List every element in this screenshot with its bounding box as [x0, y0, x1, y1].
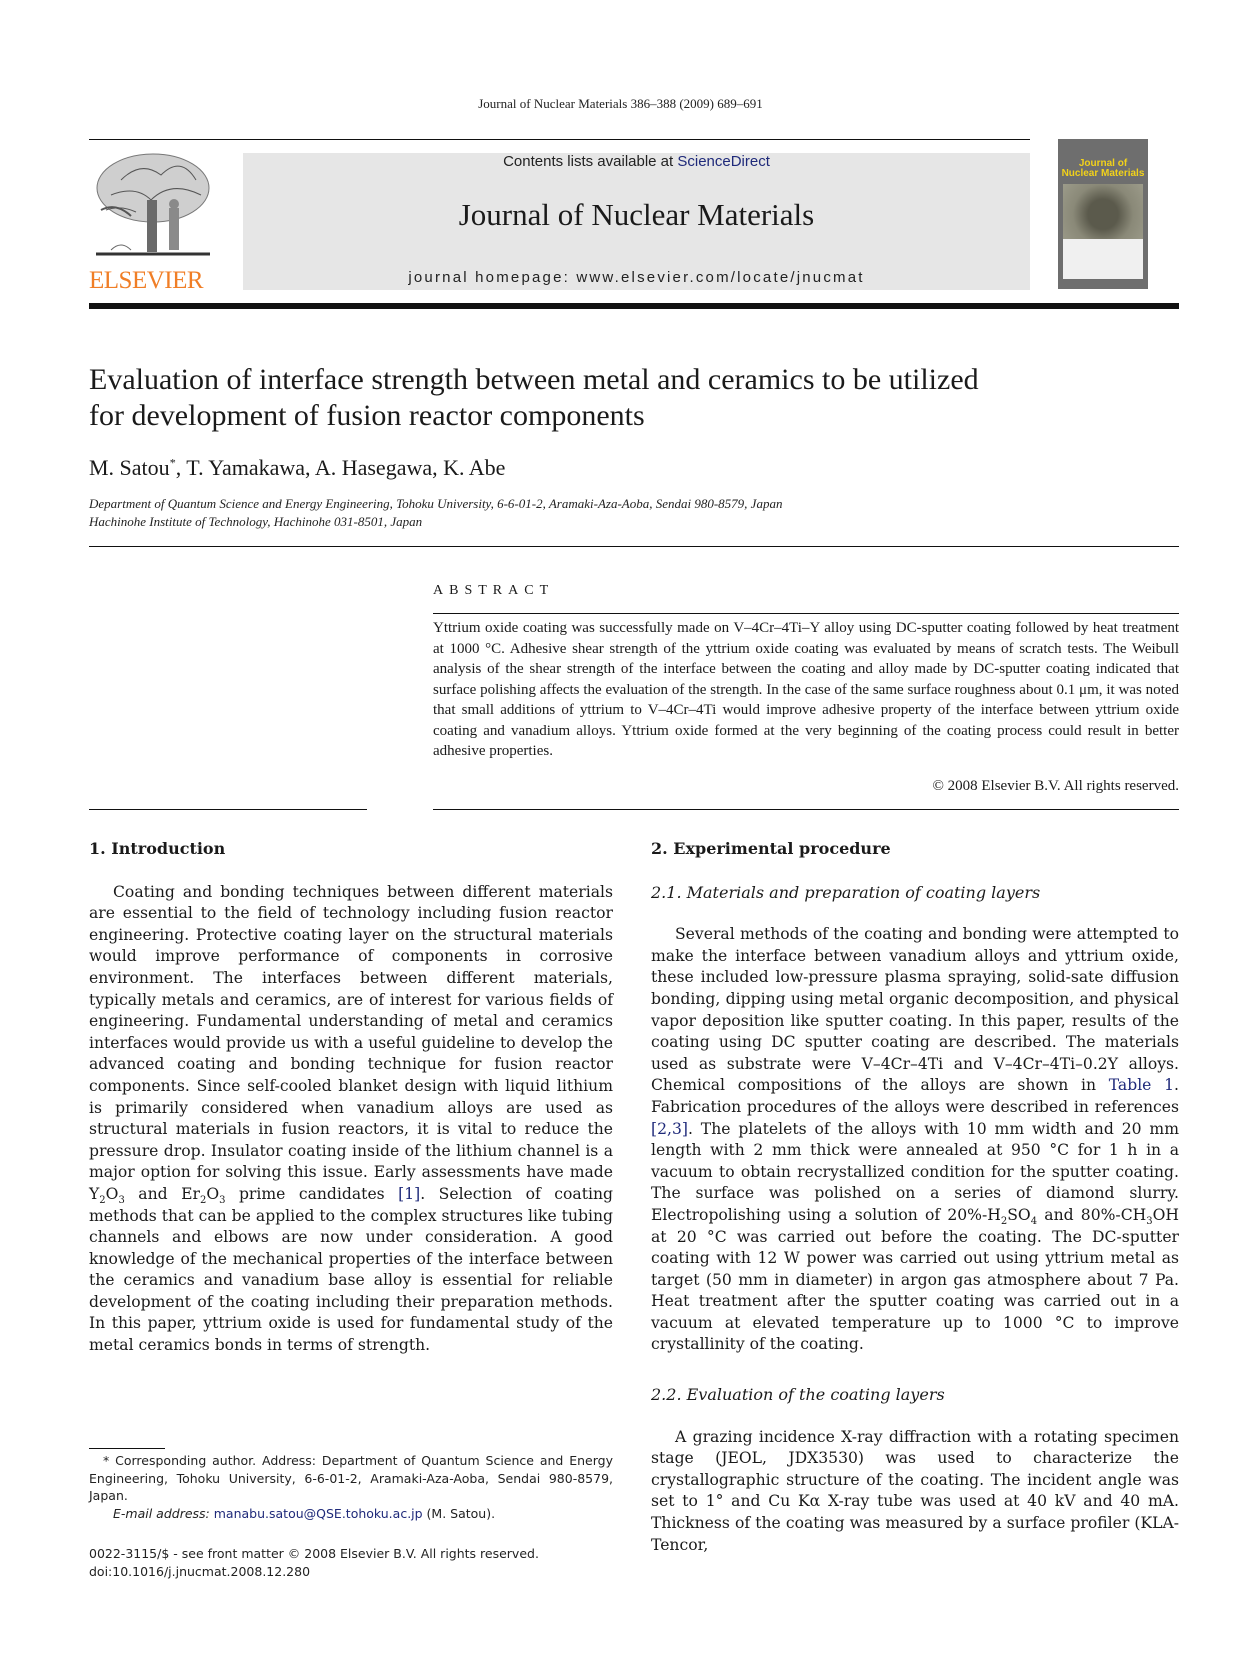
journal-banner — [243, 153, 1030, 290]
abstract-bottom-rule — [433, 809, 1179, 810]
elsevier-wordmark: ELSEVIER — [89, 267, 204, 294]
abstract-top-rule — [433, 613, 1179, 614]
cover-title — [1058, 159, 1148, 179]
masthead-thick-rule — [89, 303, 1179, 309]
journal-cover-thumbnail[interactable] — [1058, 139, 1148, 289]
author-name[interactable]: M. Satou — [89, 455, 170, 480]
affiliations — [89, 495, 782, 531]
spacer — [651, 1356, 1179, 1384]
affiliation: Hachinohe Institute of Technology, Hachinohe 031-8501, Japan — [89, 514, 423, 529]
evaluation-paragraph: A grazing incidence X-ray diffraction with a rotating specimen stage (JEOL, JDX3530) was used to characterize the crystallographic structure of the coating. The incident angle was set to 1° and Cu Kα X-ray tube was used at 40 kV and 40 mA. Thickness of the coating was measured by a surface profiler (KLA-Tencor, — [651, 1427, 1179, 1554]
footnote-mark: * — [103, 1453, 110, 1468]
citation-link[interactable]: [2,3] — [651, 1119, 688, 1138]
cover-title-line2: Nuclear Materials — [1061, 168, 1145, 179]
left-column-rule — [89, 809, 367, 810]
email-suffix: (M. Satou). — [422, 1505, 496, 1521]
corresponding-author-footnote — [89, 1452, 613, 1522]
section-heading-experimental: 2. Experimental procedure — [651, 839, 891, 858]
elsevier-logo[interactable] — [89, 150, 219, 294]
author-name[interactable]: T. Yamakawa — [186, 455, 306, 480]
abstract-heading: ABSTRACT — [433, 583, 555, 598]
cover-title-line1: Journal of — [1078, 158, 1128, 169]
sciencedirect-link[interactable]: ScienceDirect — [677, 153, 770, 170]
introduction-paragraph: Coating and bonding techniques between different materials are essential to the field of technology including fusion reactor engineering. Protective coating layer on the structural materials would improve performance of components in corrosive environment. The interfaces between different materials, typically metals and ceramics, are of interest for various fields of engineering. Fundamental understanding of metal and ceramics interfaces would provide us with a useful guideline to develop the advanced coating and bonding technique for fusion reactor components. Since self-cooled blanket design with liquid lithium is primarily considered when vanadium alloys are used as structural materials in fusion reactors, it is vital to reduce the pressure drop. Insulator coating inside of the lithium channel is a major option for solving this issue. Early assessments have made $Y_2O_3$ and $Er_2O_3$ prime candidates [1]. Selection of coating methods that can be applied to the complex structures like tubing channels and elbows are now under consideration. A good knowledge of the mechanical properties of the interface between the ceramics and vanadium base alloy is essential for reliable development of the coating including their preparation methods. In this paper, yttrium oxide is used for fundamental study of the metal ceramics bonds in terms of strength. — [89, 882, 613, 1355]
header-rule — [89, 139, 1030, 140]
abstract-text: Yttrium oxide coating was successfully made on V–4Cr–4Ti–Y alloy using DC-sputter coating followed by heat treatment at 1000 °C. Adhesive shear strength of the yttrium oxide coating was evaluated by means of scratch tests. The Weibull analysis of the shear strength of the interface between the coating and alloy made by DC-sputter coating indicated that surface polishing affects the evaluation of the strength. In the case of the same surface roughness about 0.1 μm, it was noted that small additions of yttrium to V–4Cr–4Ti would improve adhesive property of the interface between yttrium oxide coating and vanadium alloys. Yttrium oxide formed at the very beginning of the coating process could result in better adhesive properties. — [433, 620, 1179, 759]
author-name[interactable]: A. Hasegawa — [314, 455, 433, 480]
table-1-link[interactable]: Table 1 — [1108, 1076, 1175, 1095]
left-column — [89, 838, 613, 1357]
materials-paragraph: Several methods of the coating and bonding were attempted to make the interface between vanadium alloys and yttrium oxide, these included low-pressure plasma spraying, solid-sate diffusion bonding, dipping using metal organic decomposition, and physical vapor deposition like sputter coating. In this paper, results of the coating using DC sputter coating are described. The materials used as substrate were V–4Cr–4Ti and V–4Cr–4Ti–0.2Y alloys. Chemical compositions of the alloys are shown in Table 1. Fabrication procedures of the alloys were described in references [2,3]. The platelets of the alloys with 10 mm width and 20 mm length with 2 mm thick were annealed at 950 °C for 1 h in a vacuum to obtain recrystallized condition for the sputter coating. The surface was polished on a series of diamond slurry. Electropolishing using a solution of $20\%-H_2SO_4$ and $80\%-CH_3OH$ at 20 °C was carried out before the coating. The DC-sputter coating with 12 W power was carried out using yttrium metal as target (50 mm in diameter) in argon gas atmosphere about 7 Pa. Heat treatment after the sputter coating was carried out in a vacuum at elevated temperature up to 1000 °C to improve crystallinity of the coating. — [651, 925, 1180, 1354]
footnote-text: Corresponding author. Address: Department of Quantum Science and Energy Engineering, Tohoku University, 6-6-01-2, Aramaki-Aza-Aoba, Sendai 980-8579, Japan. — [89, 1453, 613, 1503]
article-title — [89, 362, 1139, 434]
running-head: Journal of Nuclear Materials 386–388 (2009) 689–691 — [478, 96, 763, 111]
subsection-heading-materials: 2.1. Materials and preparation of coating layers — [651, 882, 1041, 902]
front-matter — [89, 1545, 539, 1581]
right-column — [651, 838, 1179, 1556]
contents-prefix: Contents lists available at — [503, 153, 678, 170]
cover-photo — [1063, 184, 1143, 239]
journal-title: Journal of Nuclear Materials — [458, 197, 815, 232]
doi[interactable]: doi:10.1016/j.jnucmat.2008.12.280 — [89, 1564, 311, 1579]
corresponding-author-mark[interactable]: * — [169, 455, 176, 470]
author-list: M. Satou*, T. Yamakawa, A. Hasegawa, K. Abe — [89, 455, 506, 480]
abstract-separator-rule — [89, 546, 1179, 547]
subsection-heading-evaluation: 2.2. Evaluation of the coating layers — [651, 1385, 945, 1405]
email-label: E-mail address: — [113, 1505, 210, 1521]
journal-homepage[interactable]: journal homepage: www.elsevier.com/locate/jnucmat — [408, 269, 865, 286]
issn-line: 0022-3115/$ - see front matter © 2008 Elsevier B.V. All rights reserved. — [89, 1546, 539, 1561]
title-line-1: Evaluation of interface strength between metal and ceramics to be utilized — [89, 363, 979, 396]
affiliation: Department of Quantum Science and Energy Engineering, Tohoku University, 6-6-01-2, Aramaki-Aza-Aoba, Sendai 980-8579, Japan — [89, 496, 783, 511]
contents-line — [243, 153, 1030, 171]
citation-link[interactable]: [1] — [398, 1184, 421, 1203]
title-line-2: for development of fusion reactor components — [89, 399, 645, 432]
author-name[interactable]: K. Abe — [443, 455, 506, 480]
section-heading-introduction: 1. Introduction — [89, 839, 226, 858]
footnote-rule — [89, 1448, 165, 1449]
elsevier-tree-icon — [91, 150, 215, 262]
abstract-copyright: © 2008 Elsevier B.V. All rights reserved. — [932, 778, 1179, 794]
email-link[interactable]: manabu.satou@QSE.tohoku.ac.jp — [213, 1505, 423, 1521]
cover-image — [1063, 184, 1143, 279]
